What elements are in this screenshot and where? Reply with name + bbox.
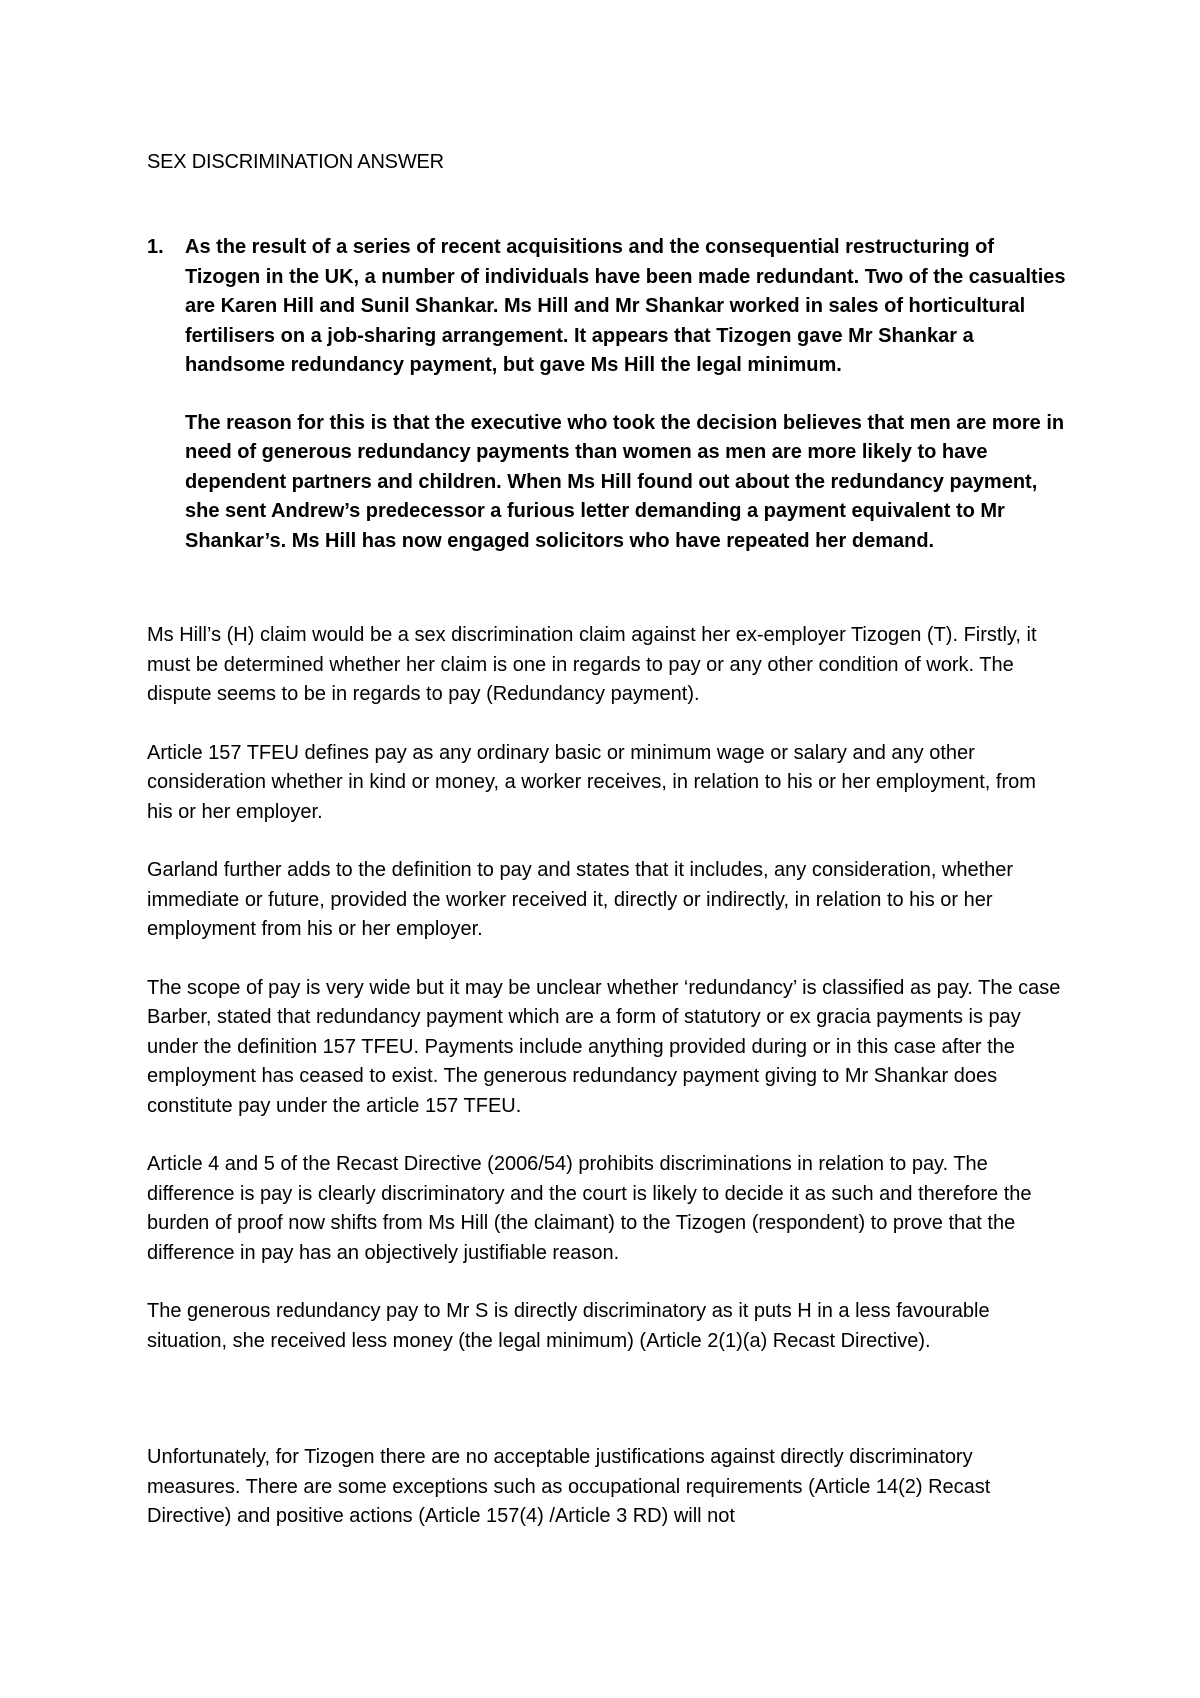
answer-paragraph: Unfortunately, for Tizogen there are no acceptable justifications against directly discriminatory measures. There are some exceptions such as occupational requirements (Article 14(2) Recast Directive) and positive actions (Article 157(4) /Article 3 RD) will not	[147, 1446, 991, 1527]
answer-body	[147, 621, 1067, 1561]
answer-paragraph: Ms Hill’s (H) claim would be a sex discrimination claim against her ex-employer Tizogen (T). Firstly, it must be determined whether her claim is one in regards to pay or any other condition of work. The dispute seems to be in regards to pay (Redundancy payment).	[147, 624, 1037, 705]
question-block	[147, 233, 1067, 584]
answer-paragraph: The scope of pay is very wide but it may be unclear whether ‘redundancy’ is classified as pay. The case Barber, stated that redundancy payment which are a form of statutory or ex gracia payments is pay under the definition 157 TFEU. Payments include anything provided during or in this case after the employment has ceased to exist. The generous redundancy payment giving to Mr Shankar does constitute pay under the article 157 TFEU.	[147, 976, 1061, 1117]
question-paragraph: As the result of a series of recent acquisitions and the consequential restructuring of Tizogen in the UK, a number of individuals have been made redundant. Two of the casualties are Karen Hill and Sunil Shankar. Ms Hill and Mr Shankar worked in sales of horticultural fertilisers on a job-sharing arrangement. It appears that Tizogen gave Mr Shankar a handsome redundancy payment, but gave Ms Hill the legal minimum.	[185, 236, 1066, 376]
answer-paragraph: The generous redundancy pay to Mr S is directly discriminatory as it puts H in a less favourable situation, she received less money (the legal minimum) (Article 2(1)(a) Recast Directive).	[147, 1300, 990, 1352]
answer-paragraph: Garland further adds to the definition to pay and states that it includes, any consideration, whether immediate or future, provided the worker received it, directly or indirectly, in relation to his or her employment from his or her employer.	[147, 859, 1014, 940]
question-text	[185, 233, 1067, 556]
question-number: 1.	[147, 236, 164, 258]
document-title: SEX DISCRIMINATION ANSWER	[147, 151, 444, 173]
question-paragraph: The reason for this is that the executive who took the decision believes that men are more in need of generous redundancy payments than women as men are more likely to have dependent partners and children. When Ms Hill found out about the redundancy payment, she sent Andrew’s predecessor a furious letter demanding a payment equivalent to Mr Shankar’s. Ms Hill has now engaged solicitors who have repeated her demand.	[185, 411, 1065, 552]
answer-paragraph: Article 157 TFEU defines pay as any ordinary basic or minimum wage or salary and any other consideration whether in kind or money, a worker receives, in relation to his or her employment, from his or her employer.	[147, 741, 1036, 823]
answer-paragraph: Article 4 and 5 of the Recast Directive (2006/54) prohibits discriminations in relation to pay. The difference is pay is clearly discriminatory and the court is likely to decide it as such and therefore the burden of proof now shifts from Ms Hill (the claimant) to the Tizogen (respondent) to prove that the difference in pay has an objectively justifiable reason.	[147, 1153, 1032, 1264]
